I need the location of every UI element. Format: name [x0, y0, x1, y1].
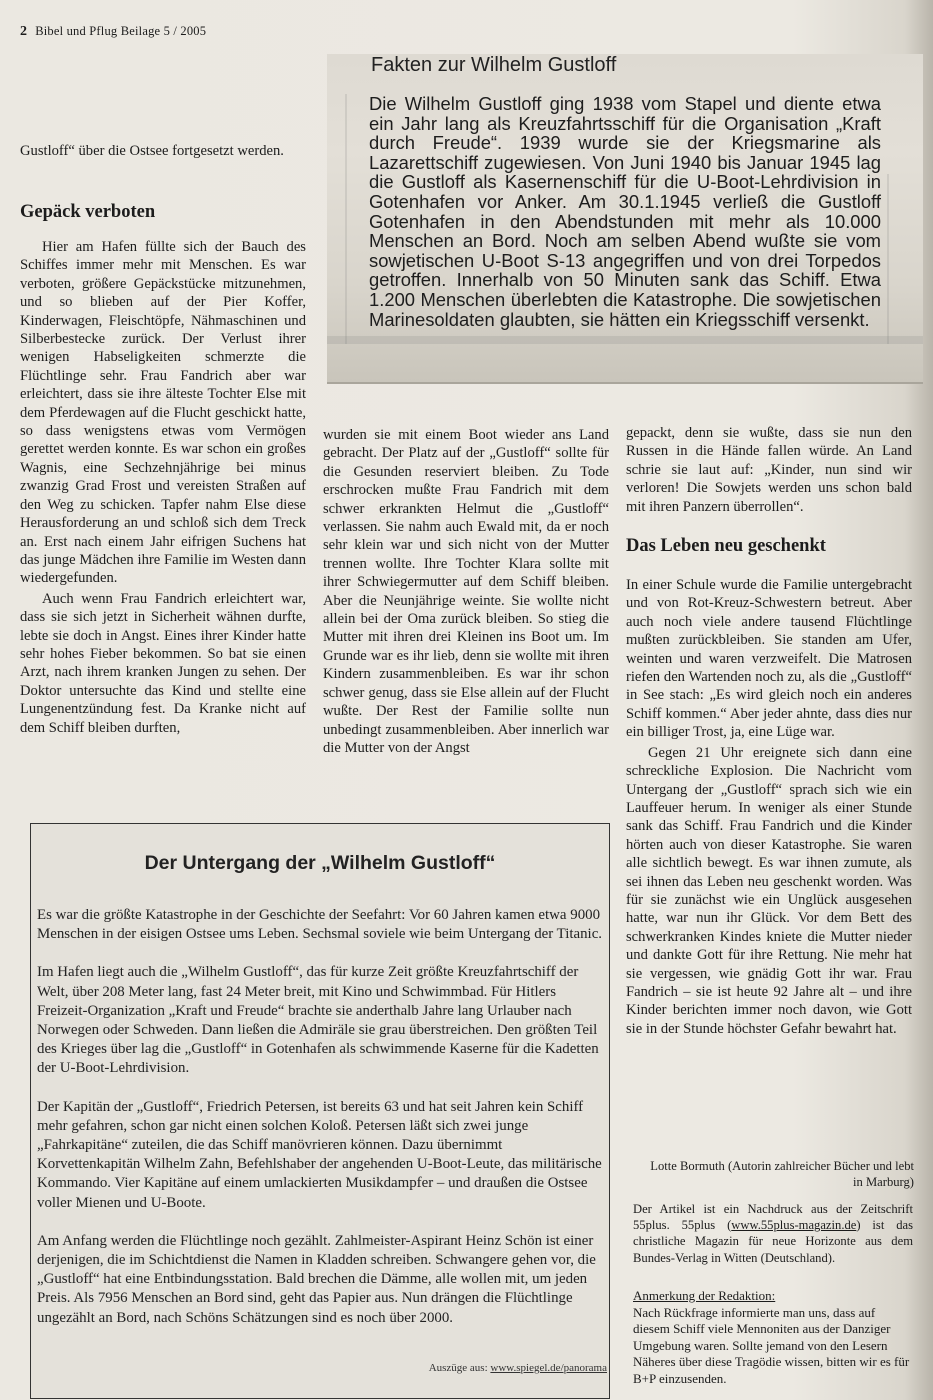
- ship-photo-hull: [327, 336, 923, 344]
- paragraph: wurden sie mit einem Boot wieder ans Land gebracht. Der Platz auf der „Gustloff“ sollte für die Gesunden reserviert bleiben. Zu Tode erschrocken mußte Frau Fandrich mit dem schwer erkrankten Helmut die „Gustloff“ verlassen. Sie nahm auch Ewald mit, da er noch sehr klein war und sich nicht von der Mutter trennen wollte. Ihre Tochter Klara sollte mit ihrer Schwiegermutter auf dem Schiff bleiben. Aber die Neunjährige weinte. Sie wollte nicht allein bei der Oma zurück bleiben. So stieg die Mutter mit ihren drei Kleinen ins Boot um. Im Grunde war es ihr lieb, denn sie wollte mit ihren Kindern zusammenbleiben. Es war ihr schon schwer genug, dass sie Else allein auf der Flucht wußte. Der Rest der Familie sollte nun unbedingt zusammenbleiben. Aber innerlich war die Mutter von der Angst: [323, 427, 609, 756]
- running-title: Bibel und Pflug Beilage 5 / 2005: [35, 24, 207, 38]
- section-heading: Gepäck verboten: [20, 202, 156, 222]
- paragraph: In einer Schule wurde die Familie untergebracht und von Rot-Kreuz-Schwestern betreut. Aber auch noch viele andere tausend Flüchtlinge mußten zurückbleiben. Sie standen am Ufer, weinten und waren verzweifelt. Die Matrosen riefen den Wartenden noch zu, als die „Gustloff“ in See stach: „Es wird gleich noch ein anderes Schiff kommen.“ Aber jeder ahnte, dass dies nur ein billiger Trost, ja, eine Lüge war.: [626, 577, 912, 741]
- page-number: 2: [20, 24, 28, 39]
- paragraph: Hier am Hafen füllte sich der Bauch des Schiffes immer mehr mit Menschen. Es war verboten, größere Gepäckstücke mitzunehmen, und so blieben auf der Pier Koffer, Kinderwagen, Fleischtöpfe, Nähmaschinen und Silberbestecke zurück. Der Verlust ihrer wenigen Habseligkeiten schmerzte die Flüchtlinge sehr. Frau Fandrich aber war erleichtert, dass sie ihre älteste Tochter Else mit dem Pferdewagen auf die Flucht geschickt hatte, so dass wenigstens etwas vom Vermögen gerettet werden konnte. Es war schon ein großes Wagnis, eine Sechzehnjährige bei minus zwanzig Grad Frost und vereisten Straßen auf den Weg zu schicken. Tapfer nahm Else diese Herausforderung an und schloß sich dem Treck an. Erst nach einem Jahr eifrigen Suchens hat das junge Mädchen ihre Familie im Westen dann wiedergefunden.: [20, 239, 306, 587]
- facts-text: Die Wilhelm Gustloff ging 1938 vom Stapel und diente etwa ein Jahr lang als Kreuzfahrtsschiff für die Organisation „Kraft durch Freude“. 1939 wurde sie der Kriegsmarine als Lazarettschiff zugewiesen. Von Juni 1940 bis Januar 1945 lag die Gustloff als Kasernenschiff für die U-Boot-Lehrdivision in Gotenhafen vor Anker. Am 30.1.1945 verließ die Gustloff Gotenhafen in den Abendstunden mit mehr als 10.000 Menschen an Bord. Noch am selben Abend wußte sie vom sowjetischen U-Boot S-13 angegriffen und von drei Torpedos getroffen. Innerhalb von 50 Minuten sank das Schiff. Etwa 1.200 Menschen überlebten die Katastrophe. Die sowjetischen Marinesoldaten glaubten, sie hätten ein Kriegsschiff versenkt.: [369, 93, 881, 330]
- ship-photo-mast: [887, 174, 889, 344]
- author-credit: Lotte Bormuth (Autorin zahlreicher Bücher und lebt in Marburg): [650, 1159, 914, 1190]
- column-middle: [323, 426, 609, 757]
- column-left-intro: [20, 142, 300, 160]
- reprint-note: Der Artikel ist ein Nachdruck aus der Zeitschrift 55plus. 55plus (www.55plus-magazin.de) ist das christliche Magazin für neue Horizonte aus dem Bundes-Verlag in Witten (Deutschland).: [633, 1202, 913, 1265]
- section-heading: Das Leben neu geschenkt: [626, 536, 826, 557]
- reprint-link[interactable]: www.55plus-magazin.de: [731, 1218, 857, 1233]
- facts-box: [327, 54, 923, 384]
- paragraph: Es war die größte Katastrophe in der Geschichte der Seefahrt: Vor 60 Jahren kamen etwa 9000 Menschen in der eisigen Ostsee ums Leben. Sechsmal soviele wie beim Untergang der Titanic.: [37, 907, 603, 943]
- column-left: [20, 200, 306, 737]
- facts-title: Fakten zur Wilhelm Gustloff: [371, 54, 617, 76]
- editor-note: [633, 1288, 913, 1388]
- editor-note-heading: Anmerkung der Redaktion:: [633, 1288, 776, 1303]
- editor-note-text: Nach Rückfrage informierte man uns, dass auf diesem Schiff viele Mennoniten aus der Danziger Umgebung waren. Sollte jemand von den Lesern Näheres über diese Tragödie wissen, bitten wir es für B+P einzusenden.: [633, 1304, 910, 1386]
- paragraph: Im Hafen liegt auch die „Wilhelm Gustloff“, das für kurze Zeit größte Kreuzfahrtschiff der Welt, über 208 Meter lang, fast 24 Meter breit, mit Kino und Schwimmbad. Für Hitlers Freizeit-Organization „Kraft und Freude“ brachte sie anderthalb Jahre lang Urlauber nach Norwegen oder Schweden. Dann ließen die Admiräle sie grau überstreichen. Den größten Teil des Krieges über lag die „Gustloff“ in Gotenhafen als schwimmende Kaserne für die Kadetten der U-Boot-Lehrdivision.: [37, 964, 599, 1077]
- paragraph: Gustloff“ über die Ostsee fortgesetzt werden.: [20, 143, 284, 159]
- paragraph: Gegen 21 Uhr ereignete sich dann eine schreckliche Explosion. Die Nachricht vom Untergang der „Gustloff“ sprach sich wie ein Lauffeuer herum. In weniger als einer Stunde sank das Schiff. Frau Fandrich und die Kinder hörten auch von dieser Katastrophe. Sie waren alle sichtlich bewegt. Es war ihnen zumute, als sei ihnen das Leben neu geschenkt worden. Was für sie zunächst wie ein Unglück ausgesehen hatte, war nun ihr Glück. Vor dem Bett des schwerkranken Kindes kniete die Mutter nieder und dankte Gott für ihre Rettung. Nie mehr hat sie vergessen, wie gnädig Gott ihr war. Frau Fandrich – sie ist heute 92 Jahre alt – und ihre Kinder berichten immer noch davon, wie Gott sie in der Stunde höchster Gefahr bewahrt hat.: [626, 744, 912, 1037]
- page-header: [20, 24, 206, 40]
- untergang-body: [37, 906, 605, 1347]
- ship-photo-mast: [345, 94, 347, 344]
- column-right: [626, 424, 912, 1038]
- paragraph: Auch wenn Frau Fandrich erleichtert war, dass sie sich jetzt in Sicherheit wähnen durfte, lebte sie doch in Angst. Eines ihrer Kinder hatte sehr hohes Fieber bekommen. So bat sie einen Arzt, nach ihrem kranken Jungen zu sehen. Der Doktor untersuchte das Kind und stellte eine Lungenentzündung fest. Da Kranke nicht auf dem Schiff bleiben durften,: [20, 590, 306, 736]
- source-link[interactable]: www.spiegel.de/panorama: [490, 1362, 607, 1374]
- untergang-title: Der Untergang der „Wilhelm Gustloff“: [144, 852, 496, 874]
- untergang-box: [30, 823, 610, 1399]
- paragraph: gepackt, denn sie wußte, dass sie nun den Russen in die Hände fallen würde. An Land schrie sie laut auf: „Kinder, nun sind wir verloren! Die Sowjets werden uns schon bald mit ihren Panzern überrollen“.: [626, 425, 912, 515]
- paragraph: Der Kapitän der „Gustloff“, Friedrich Petersen, ist bereits 63 und hat seit Jahren kein Schiff mehr gefahren, schon gar nicht einen solchen Koloß. Petersen läßt sich zwei junge „Fahrkapitäne“ zuteilen, die das Schiff manövrieren können. Dazu übernimmt Korvettenkapitän Wilhelm Zahn, Befehlshaber der angehenden U-Boot-Leute, das militärische Kommando. Vier Kapitäne auf einem umlackierten Musikdampfer – und draußen die Ostsee voller Mienen und U-Boote.: [37, 1098, 602, 1211]
- source-credit: Auszüge aus: www.spiegel.de/panorama: [428, 1362, 607, 1374]
- paragraph: Am Anfang werden die Flüchtlinge noch gezählt. Zahlmeister-Aspirant Heinz Schön ist einer derjenigen, die im Schichtdienst die Namen in Kladden schreiben. Schwangere gehen vor, die „Gustloff“ hat eine Entbindungsstation. Bald brechen die Dämme, alle wollen mit, um jeden Preis. Als 7956 Menschen an Bord sind, geht das Papier aus. Nun drängen die Flüchtlinge ungezählt an Bord, nach Schöns Schätzungen sind es noch über 2000.: [37, 1232, 596, 1326]
